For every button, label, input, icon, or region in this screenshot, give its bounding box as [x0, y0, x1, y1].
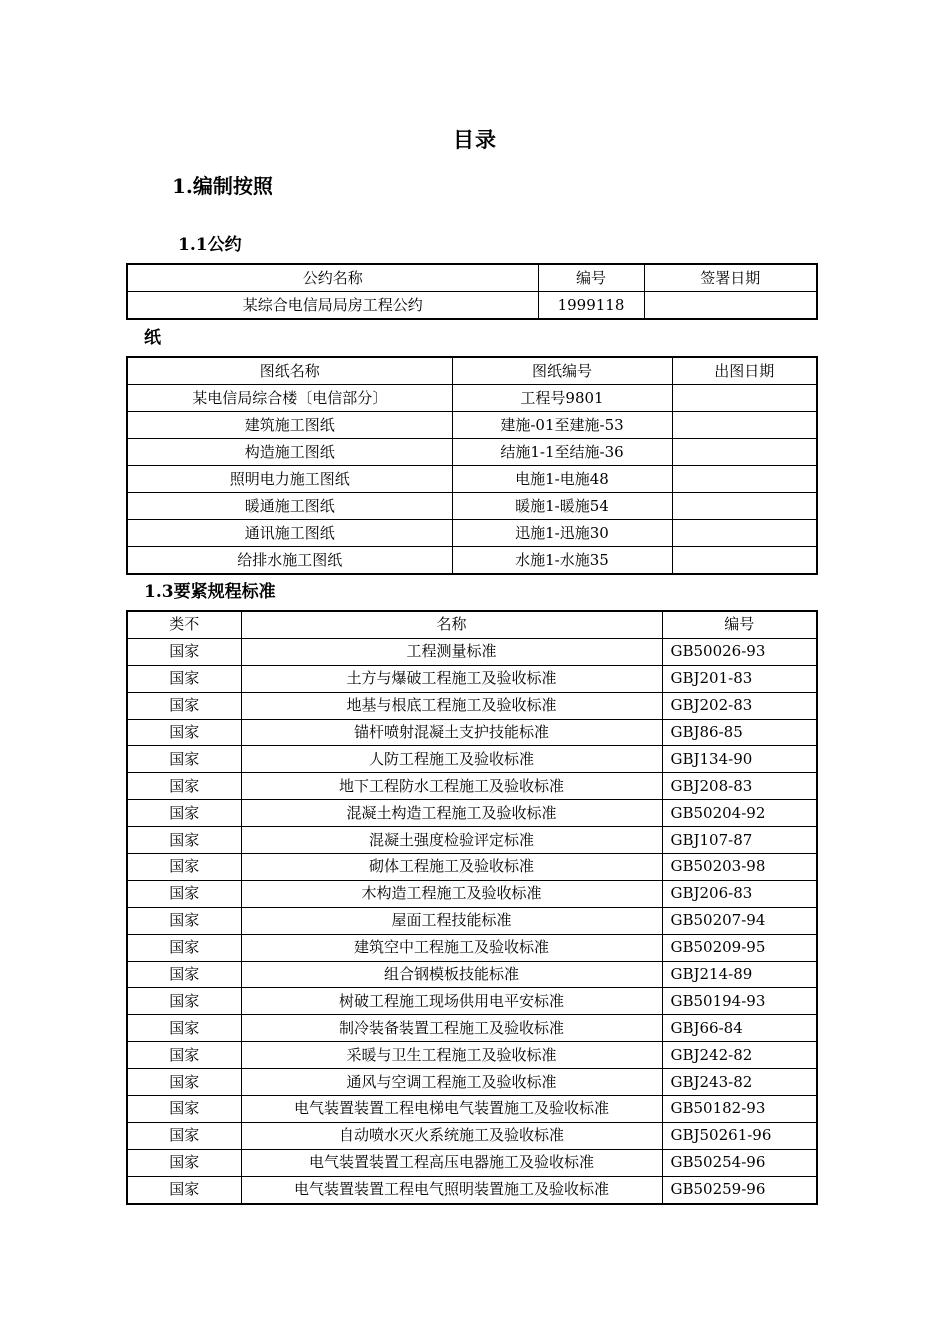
- table-row: [127, 292, 817, 320]
- standards-cell: GBJ202-83: [662, 692, 817, 719]
- standards-header-cell: 类不: [127, 611, 241, 638]
- table-row: [127, 439, 817, 466]
- section-heading-drawings: 纸: [144, 328, 161, 348]
- standards-cell: 国家: [127, 934, 241, 961]
- drawings-cell: 建施-01至建施-53: [452, 412, 672, 439]
- contracts-cell: 1999118: [538, 292, 644, 320]
- standards-cell: 国家: [127, 827, 241, 854]
- standards-cell: GBJ50261-96: [662, 1122, 817, 1149]
- standards-cell: GBJ208-83: [662, 773, 817, 800]
- standards-cell: GBJ242-82: [662, 1042, 817, 1069]
- standards-cell: 国家: [127, 638, 241, 665]
- drawings-header-cell: 图纸编号: [452, 357, 672, 385]
- drawings-cell: [672, 412, 817, 439]
- table-row: [127, 1176, 817, 1203]
- table-row: [127, 665, 817, 692]
- standards-cell: 屋面工程技能标准: [241, 907, 662, 934]
- section-heading-contracts: 1.1公约: [178, 235, 242, 255]
- standards-cell: 国家: [127, 961, 241, 988]
- standards-cell: GB50182-93: [662, 1096, 817, 1123]
- drawings-header-row: [127, 357, 817, 385]
- standards-cell: 工程测量标准: [241, 638, 662, 665]
- table-row: [127, 520, 817, 547]
- drawings-cell: 暖通施工图纸: [127, 493, 452, 520]
- standards-cell: 国家: [127, 854, 241, 881]
- standards-cell: 国家: [127, 1149, 241, 1176]
- table-row: [127, 1069, 817, 1096]
- page-title: 目录: [453, 127, 497, 152]
- drawings-cell: [672, 493, 817, 520]
- standards-cell: 国家: [127, 746, 241, 773]
- standards-cell: GBJ206-83: [662, 880, 817, 907]
- table-row: [127, 466, 817, 493]
- section-heading-compilation-basis: 1.编制按照: [172, 174, 273, 198]
- contracts-header-row: [127, 264, 817, 292]
- table-row: [127, 961, 817, 988]
- drawings-cell: 结施1-1至结施-36: [452, 439, 672, 466]
- table-row: [127, 692, 817, 719]
- standards-cell: GBJ107-87: [662, 827, 817, 854]
- drawings-cell: 某电信局综合楼〔电信部分〕: [127, 385, 452, 412]
- standards-cell: GB50203-98: [662, 854, 817, 881]
- table-row: [127, 934, 817, 961]
- standards-cell: GB50254-96: [662, 1149, 817, 1176]
- standards-cell: 国家: [127, 773, 241, 800]
- standards-cell: 制冷装备装置工程施工及验收标准: [241, 1015, 662, 1042]
- standards-cell: 国家: [127, 1122, 241, 1149]
- table-row: [127, 493, 817, 520]
- drawings-header-cell: 图纸名称: [127, 357, 452, 385]
- drawings-cell: 电施1-电施48: [452, 466, 672, 493]
- table-row: [127, 773, 817, 800]
- standards-cell: GB50204-92: [662, 800, 817, 827]
- table-row: [127, 746, 817, 773]
- drawings-cell: 构造施工图纸: [127, 439, 452, 466]
- table-row: [127, 385, 817, 412]
- table-row: [127, 638, 817, 665]
- standards-cell: 国家: [127, 692, 241, 719]
- table-row: [127, 719, 817, 746]
- standards-cell: GBJ214-89: [662, 961, 817, 988]
- standards-cell: 国家: [127, 1042, 241, 1069]
- standards-cell: 地下工程防水工程施工及验收标准: [241, 773, 662, 800]
- drawings-cell: 水施1-水施35: [452, 547, 672, 575]
- table-row: [127, 1149, 817, 1176]
- standards-cell: 电气装置装置工程高压电器施工及验收标准: [241, 1149, 662, 1176]
- drawings-cell: 迅施1-迅施30: [452, 520, 672, 547]
- drawings-header-cell: 出图日期: [672, 357, 817, 385]
- drawings-cell: [672, 439, 817, 466]
- contracts-header-cell: 签署日期: [644, 264, 817, 292]
- table-row: [127, 1096, 817, 1123]
- table-row: [127, 547, 817, 575]
- standards-cell: GBJ66-84: [662, 1015, 817, 1042]
- table-row: [127, 1015, 817, 1042]
- standards-cell: 采暖与卫生工程施工及验收标准: [241, 1042, 662, 1069]
- standards-cell: 国家: [127, 1096, 241, 1123]
- standards-cell: 土方与爆破工程施工及验收标准: [241, 665, 662, 692]
- standards-cell: 通风与空调工程施工及验收标准: [241, 1069, 662, 1096]
- contracts-cell: [644, 292, 817, 320]
- standards-cell: 树破工程施工现场供用电平安标准: [241, 988, 662, 1015]
- standards-cell: 国家: [127, 719, 241, 746]
- standards-cell: GBJ134-90: [662, 746, 817, 773]
- standards-cell: 国家: [127, 665, 241, 692]
- standards-cell: GB50209-95: [662, 934, 817, 961]
- standards-header-cell: 名称: [241, 611, 662, 638]
- contracts-header-cell: 公约名称: [127, 264, 538, 292]
- table-row: [127, 880, 817, 907]
- table-row: [127, 800, 817, 827]
- drawings-cell: 给排水施工图纸: [127, 547, 452, 575]
- drawings-cell: 工程号9801: [452, 385, 672, 412]
- table-row: [127, 412, 817, 439]
- drawings-cell: 照明电力施工图纸: [127, 466, 452, 493]
- standards-cell: 国家: [127, 800, 241, 827]
- drawings-cell: [672, 520, 817, 547]
- contracts-header-cell: 编号: [538, 264, 644, 292]
- standards-cell: 人防工程施工及验收标准: [241, 746, 662, 773]
- standards-cell: 国家: [127, 880, 241, 907]
- standards-cell: 国家: [127, 1069, 241, 1096]
- standards-cell: 自动喷水灭火系统施工及验收标准: [241, 1122, 662, 1149]
- standards-cell: 电气装置装置工程电气照明装置施工及验收标准: [241, 1176, 662, 1203]
- standards-header-cell: 编号: [662, 611, 817, 638]
- standards-cell: GB50194-93: [662, 988, 817, 1015]
- drawings-table: [126, 356, 818, 575]
- section-heading-standards: 1.3要紧规程标准: [144, 582, 276, 602]
- standards-cell: 组合钢模板技能标准: [241, 961, 662, 988]
- standards-cell: 锚杆喷射混凝土支护技能标准: [241, 719, 662, 746]
- contracts-table: [126, 263, 818, 320]
- standards-cell: 砌体工程施工及验收标准: [241, 854, 662, 881]
- standards-cell: GBJ201-83: [662, 665, 817, 692]
- standards-cell: GBJ86-85: [662, 719, 817, 746]
- table-row: [127, 854, 817, 881]
- standards-cell: 木构造工程施工及验收标准: [241, 880, 662, 907]
- standards-cell: 国家: [127, 1176, 241, 1203]
- contracts-cell: 某综合电信局局房工程公约: [127, 292, 538, 320]
- standards-cell: 建筑空中工程施工及验收标准: [241, 934, 662, 961]
- standards-cell: 混凝土强度检验评定标准: [241, 827, 662, 854]
- standards-header-row: [127, 611, 817, 638]
- standards-cell: GB50026-93: [662, 638, 817, 665]
- standards-cell: 地基与根底工程施工及验收标准: [241, 692, 662, 719]
- drawings-cell: 通讯施工图纸: [127, 520, 452, 547]
- standards-cell: 国家: [127, 907, 241, 934]
- standards-cell: 国家: [127, 988, 241, 1015]
- drawings-cell: [672, 385, 817, 412]
- standards-cell: GB50207-94: [662, 907, 817, 934]
- standards-cell: GB50259-96: [662, 1176, 817, 1203]
- table-row: [127, 1042, 817, 1069]
- table-row: [127, 988, 817, 1015]
- drawings-cell: [672, 547, 817, 575]
- drawings-cell: 暖施1-暖施54: [452, 493, 672, 520]
- standards-cell: 混凝土构造工程施工及验收标准: [241, 800, 662, 827]
- standards-cell: 国家: [127, 1015, 241, 1042]
- drawings-cell: [672, 466, 817, 493]
- drawings-cell: 建筑施工图纸: [127, 412, 452, 439]
- standards-table: [126, 610, 818, 1205]
- standards-cell: GBJ243-82: [662, 1069, 817, 1096]
- table-row: [127, 907, 817, 934]
- standards-cell: 电气装置装置工程电梯电气装置施工及验收标准: [241, 1096, 662, 1123]
- table-row: [127, 827, 817, 854]
- table-row: [127, 1122, 817, 1149]
